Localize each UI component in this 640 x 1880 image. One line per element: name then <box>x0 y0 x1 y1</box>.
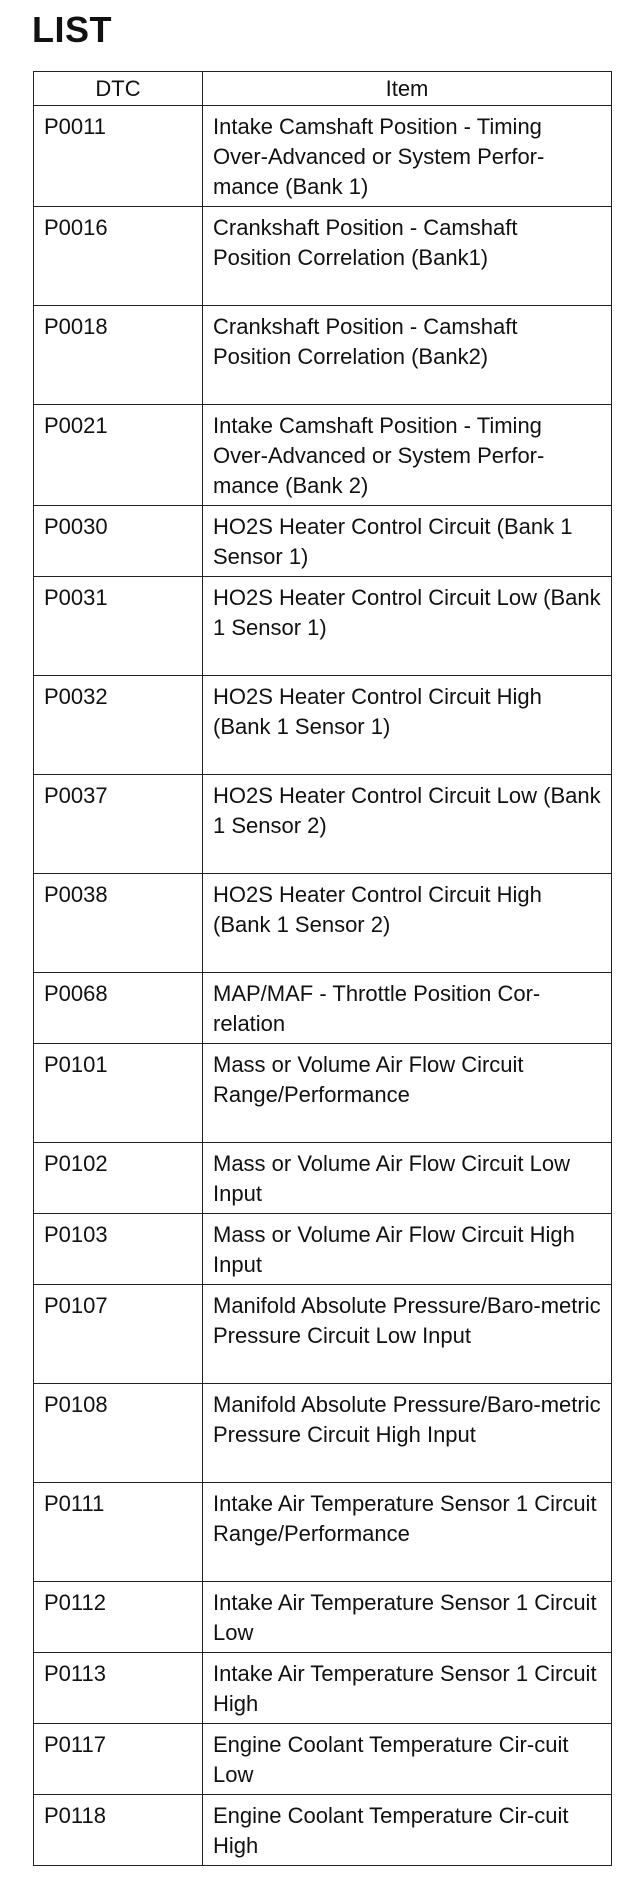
table-row <box>34 577 612 676</box>
table-row <box>34 506 612 577</box>
table-row <box>34 207 612 306</box>
table-row <box>34 1483 612 1582</box>
dtc-code-cell: P0112 <box>34 1582 203 1653</box>
header-item: Item <box>203 72 612 106</box>
dtc-item-cell: Manifold Absolute Pressure/Baro-metric Pressure Circuit High Input <box>203 1384 612 1483</box>
dtc-item-cell: HO2S Heater Control Circuit (Bank 1 Sensor 1) <box>203 506 612 577</box>
dtc-item-cell: HO2S Heater Control Circuit High (Bank 1 Sensor 1) <box>203 676 612 775</box>
dtc-item-cell: Intake Air Temperature Sensor 1 Circuit High <box>203 1653 612 1724</box>
dtc-code-cell: P0016 <box>34 207 203 306</box>
dtc-code-cell: P0068 <box>34 973 203 1044</box>
dtc-item-cell: HO2S Heater Control Circuit Low (Bank 1 Sensor 1) <box>203 577 612 676</box>
dtc-item-cell: Crankshaft Position - Camshaft Position Correlation (Bank1) <box>203 207 612 306</box>
table-row <box>34 973 612 1044</box>
table-row <box>34 1724 612 1795</box>
dtc-code-cell: P0103 <box>34 1214 203 1285</box>
table-row <box>34 1795 612 1866</box>
dtc-item-cell: Mass or Volume Air Flow Circuit High Input <box>203 1214 612 1285</box>
table-row <box>34 405 612 506</box>
table-row <box>34 1653 612 1724</box>
table-row <box>34 1582 612 1653</box>
table-row <box>34 1285 612 1384</box>
dtc-table <box>33 71 612 1866</box>
dtc-item-cell: Intake Air Temperature Sensor 1 Circuit Range/Performance <box>203 1483 612 1582</box>
dtc-code-cell: P0117 <box>34 1724 203 1795</box>
table-row <box>34 306 612 405</box>
dtc-item-cell: Crankshaft Position - Camshaft Position Correlation (Bank2) <box>203 306 612 405</box>
dtc-code-cell: P0032 <box>34 676 203 775</box>
dtc-item-cell: Mass or Volume Air Flow Circuit Low Input <box>203 1143 612 1214</box>
dtc-item-cell: HO2S Heater Control Circuit Low (Bank 1 Sensor 2) <box>203 775 612 874</box>
table-row <box>34 1044 612 1143</box>
dtc-item-cell: MAP/MAF - Throttle Position Cor-relation <box>203 973 612 1044</box>
dtc-code-cell: P0107 <box>34 1285 203 1384</box>
dtc-item-cell: HO2S Heater Control Circuit High (Bank 1 Sensor 2) <box>203 874 612 973</box>
dtc-code-cell: P0021 <box>34 405 203 506</box>
dtc-code-cell: P0018 <box>34 306 203 405</box>
dtc-item-cell: Intake Camshaft Position - Timing Over-Advanced or System Perfor-mance (Bank 1) <box>203 106 612 207</box>
dtc-code-cell: P0038 <box>34 874 203 973</box>
dtc-code-cell: P0102 <box>34 1143 203 1214</box>
dtc-code-cell: P0118 <box>34 1795 203 1866</box>
page-title: LIST <box>32 9 112 50</box>
dtc-code-cell: P0108 <box>34 1384 203 1483</box>
dtc-item-cell: Intake Air Temperature Sensor 1 Circuit Low <box>203 1582 612 1653</box>
table-row <box>34 1143 612 1214</box>
dtc-item-cell: Mass or Volume Air Flow Circuit Range/Performance <box>203 1044 612 1143</box>
dtc-item-cell: Manifold Absolute Pressure/Baro-metric Pressure Circuit Low Input <box>203 1285 612 1384</box>
table-row <box>34 1384 612 1483</box>
table-row <box>34 106 612 207</box>
table-row <box>34 874 612 973</box>
header-dtc: DTC <box>34 72 203 106</box>
dtc-item-cell: Intake Camshaft Position - Timing Over-Advanced or System Perfor-mance (Bank 2) <box>203 405 612 506</box>
table-row <box>34 676 612 775</box>
dtc-code-cell: P0113 <box>34 1653 203 1724</box>
dtc-code-cell: P0030 <box>34 506 203 577</box>
dtc-code-cell: P0031 <box>34 577 203 676</box>
dtc-code-cell: P0101 <box>34 1044 203 1143</box>
dtc-code-cell: P0011 <box>34 106 203 207</box>
table-row <box>34 775 612 874</box>
table-row <box>34 1214 612 1285</box>
dtc-item-cell: Engine Coolant Temperature Cir-cuit Low <box>203 1724 612 1795</box>
dtc-code-cell: P0111 <box>34 1483 203 1582</box>
dtc-code-cell: P0037 <box>34 775 203 874</box>
table-body <box>34 106 612 1866</box>
table-header-row <box>34 72 612 106</box>
dtc-item-cell: Engine Coolant Temperature Cir-cuit High <box>203 1795 612 1866</box>
